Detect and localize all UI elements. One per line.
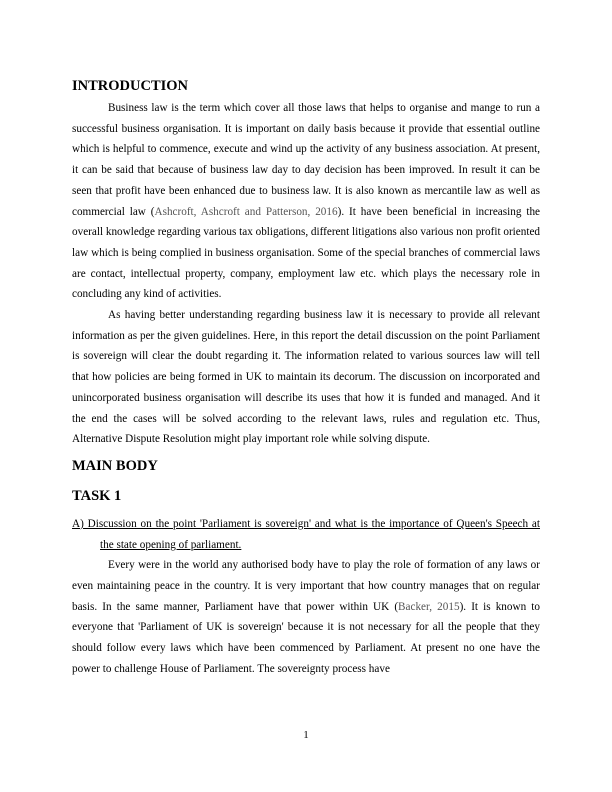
- task-1-paragraph-1: [72, 555, 540, 679]
- task-1-heading: TASK 1: [72, 487, 122, 504]
- intro-paragraph-1-text-a: Business law is the term which cover all those laws that helps to organise and mange to run a successful business organisation. It is important on daily basis because it provide that essential outline which is helpful to commence, execute and wind up the activity of any business association. At present, it can be said that because of business law day to day decision has been improved. In result it can be seen that profit have been enhanced due to business law. It is also known as mercantile law as well as commercial law (: [72, 102, 540, 218]
- intro-paragraph-1: [72, 98, 540, 305]
- citation-backer: Backer, 2015: [398, 600, 460, 613]
- intro-paragraph-1-text-b: ). It have been beneficial in increasing the overall knowledge regarding various tax obligations, different litigations also various non profit oriented law which is being complied in business organisation. Some of the special branches of commercial laws are contact, intellectual property, company, employment law etc. which plays the necessary role in concluding any kind of activities.: [72, 205, 541, 301]
- task-1-subheading: A) Discussion on the point 'Parliament is sovereign' and what is the importance of Queen's Speech at the state opening of parliament.: [72, 517, 540, 551]
- citation-ashcroft: Ashcroft, Ashcroft and Patterson, 2016: [154, 205, 338, 218]
- introduction-heading: INTRODUCTION: [72, 78, 189, 94]
- page-content: [72, 76, 540, 680]
- task-1-paragraph-1-text-b: ). It is known to everyone that 'Parliament of UK is sovereign' because it is not necessary for all the people that they should follow every laws which have been commenced by Parliament. At present no one have the power to challenge House of Parliament. The sovereignty process have: [72, 600, 540, 675]
- intro-paragraph-2: As having better understanding regarding business law it is necessary to provide all relevant information as per the given guidelines. Here, in this report the detail discussion on the point Parliament is sovereign will clear the doubt regarding it. The information related to various sources law will tell that how policies are being formed in UK to maintain its decorum. The discussion on incorporated and unincorporated business organisation will describe its uses that how it is funded and managed. And it the end the cases will be solved according to the relevant laws, rules and regulation etc. Thus, Alternative Dispute Resolution might play important role while solving dispute.: [72, 309, 540, 446]
- task-1-paragraph-1-text-a: Every were in the world any authorised body have to play the role of formation of any laws or even maintaining peace in the country. It is very important that how country manages that on regular basis. In the same manner, Parliament have that power within UK (: [72, 559, 540, 613]
- main-body-heading: MAIN BODY: [72, 457, 158, 474]
- page-number: 1: [303, 729, 309, 741]
